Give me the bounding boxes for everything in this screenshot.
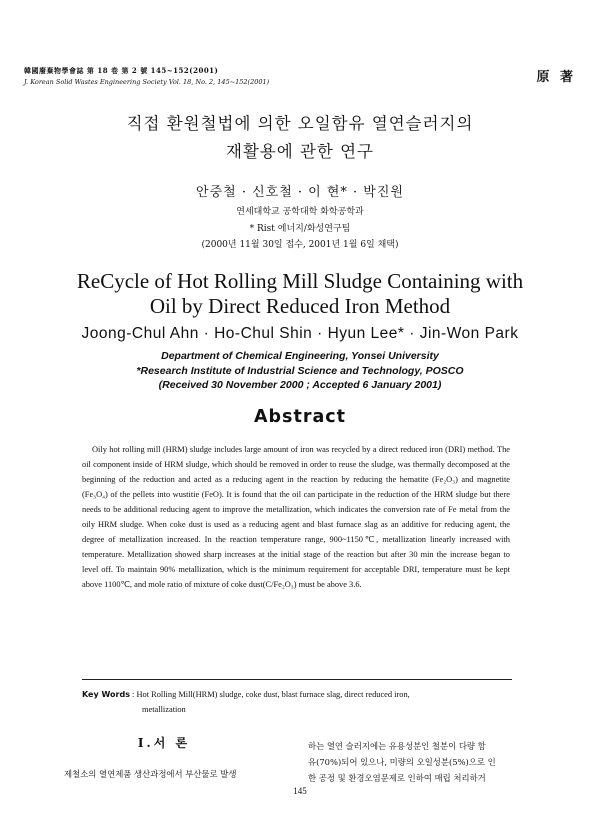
page-number: 145 — [293, 786, 307, 796]
journal-citation-korean: 韓國廢棄物學會誌 第 18 卷 第 2 號 145~152(2001) — [24, 66, 219, 75]
journal-header — [24, 66, 576, 86]
english-title — [0, 269, 600, 319]
abstract-body: Oily hot rolling mill (HRM) sludge includes large amount of iron was recycled by a direct reduced iron (DRI) method. The oil component inside of HRM sludge, which should be removed in order to reuse the sludge, was thermally decomposed at the beginning of the reduction and acted as a reducing agent in the reaction by reducing the hematite (Fe₂O₃) and magnetite (Fe₃O₄) of the pellets into wustitie (FeO). It is found that the oil can participate in the reduction of the HRM sludge but there needs to be additional reducing agent to improve the metallization, which indicates the conversion rate of Fe metal from the oily HRM sludge. When coke dust is used as a reducing agent and blast furnace slag as an additive for reducing agent, the degree of metallization increased. In the reaction temperature range, 900~1150℃, metallization linearly increased with temperature. Metallization showed sharp increases at the initial stage of the reaction but after 30 min the increase began to level off. To maintain 90% metallization, which is the minimum requirement for acceptable DRI, temperature must be kept above 1100℃, and mole ratio of mixture of coke dust(C/Fe₂O₃) must be above 3.6. — [82, 445, 510, 589]
article-type-badge: 原 著 — [536, 70, 576, 85]
korean-affiliation-1: 연세대학교 공학대학 화학공학과 — [236, 207, 364, 217]
english-affiliation-2: *Research Institute of Industrial Science and Technology, POSCO — [136, 364, 464, 377]
keywords-label: Key Words — [82, 690, 130, 699]
korean-affiliations — [0, 204, 600, 254]
keywords-text-line2: metallization — [142, 705, 186, 714]
korean-title — [0, 110, 600, 166]
korean-title-line2: 재활용에 관한 연구 — [225, 142, 374, 161]
korean-affiliation-2: * Rist 에너지/화성연구팀 — [249, 223, 351, 234]
introduction-right-line2: 유(70%)되어 있으나, 미량의 오일성분(5%)으로 인 — [308, 757, 496, 767]
english-affiliation-1: Department of Chemical Engineering, Yonsei University — [161, 350, 439, 362]
english-title-line1: ReCycle of Hot Rolling Mill Sludge Containing with — [76, 269, 524, 293]
abstract-heading: Abstract — [253, 407, 347, 427]
english-affiliations — [0, 349, 600, 393]
introduction-right-column — [308, 738, 538, 786]
english-authors: Joong-Chul Ahn · Ho-Chul Shin · Hyun Lee* · Jin-Won Park — [81, 325, 519, 342]
keywords-text-line1: : Hot Rolling Mill(HRM) sludge, coke dust, blast furnace slag, direct reduced iron, — [132, 690, 410, 699]
english-received-dates: (Received 30 November 2000 ; Accepted 6 January 2001) — [158, 379, 442, 391]
journal-citation-english: J. Korean Solid Wastes Engineering Society Vol. 18, No. 2, 145~152(2001) — [24, 78, 270, 86]
introduction-heading: Ⅰ.서 론 — [137, 736, 191, 750]
introduction-right-line1: 하는 열연 슬러지에는 유용성분인 철분이 다량 함 — [308, 741, 486, 751]
korean-title-line1: 직접 환원철법에 의한 오일함유 열연슬러지의 — [126, 114, 474, 133]
korean-received-dates: (2000년 11월 30일 접수, 2001년 1월 6일 채택) — [201, 240, 399, 250]
keywords-divider — [82, 679, 512, 680]
keywords-block — [82, 687, 512, 717]
korean-authors: 안중철 · 신호철 · 이 현* · 박진원 — [196, 185, 404, 200]
english-title-line2: Oil by Direct Reduced Iron Method — [149, 294, 451, 318]
introduction-left-column: 제철소의 열연제품 생산과정에서 부산물로 발생 — [64, 769, 237, 779]
introduction-right-line3: 한 공정 및 환경오염문제로 인하여 매립 처리하거 — [308, 773, 486, 783]
